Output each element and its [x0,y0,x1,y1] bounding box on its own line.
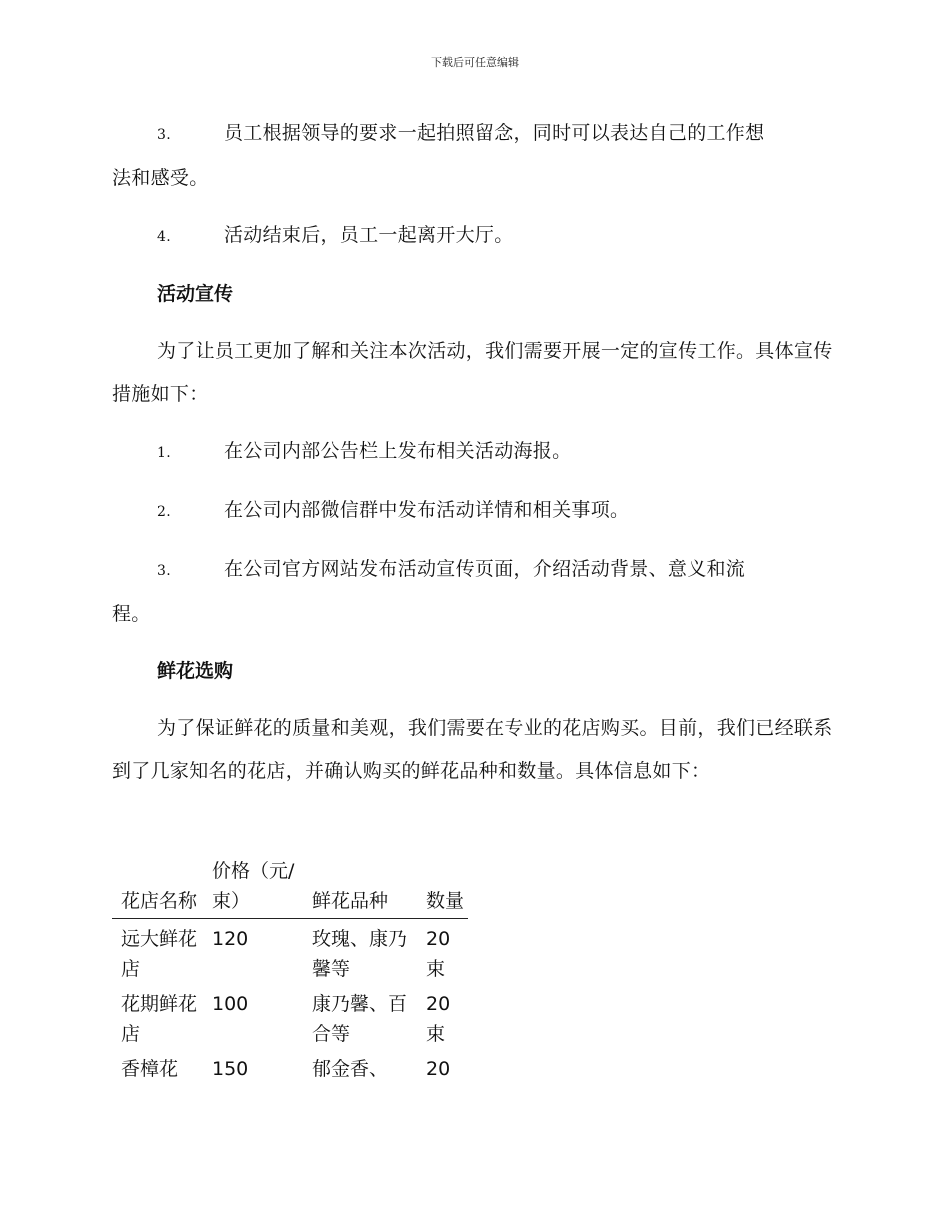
table-cell: 20束 [426,928,451,980]
table-body [112,919,468,1084]
list-item [112,430,838,475]
list-item-number: 3. [157,127,171,143]
list-item-number: 2. [157,504,171,520]
table-header-row [112,856,468,919]
table-row [112,1049,468,1084]
table-cell: 20 [426,1058,451,1080]
table-header-cell: 花店名称 [121,890,198,912]
table-row [112,984,468,1049]
paragraph: 为了保证鲜花的质量和美观，我们需要在专业的花店购买。目前，我们已经联系到了几家知名的花店，并确认购买的鲜花品种和数量。具体信息如下： [112,717,833,782]
table-cell: 康乃馨、百合等 [312,993,408,1045]
table-cell: 150 [212,1058,249,1080]
paragraph: 为了让员工更加了解和关注本次活动，我们需要开展一定的宣传工作。具体宣传措施如下： [112,340,833,405]
list-item-text: 员工根据领导的要求一起拍照留念，同时可以表达自己的工作想 [224,122,765,144]
table-cell: 香樟花 [121,1058,179,1080]
section-heading: 鲜花选购 [157,660,234,682]
table-cell: 郁金香、 [312,1058,389,1080]
table-cell: 100 [212,993,249,1015]
table-header-cell: 价格（元/束） [212,860,295,912]
list-item-text-continued: 法和感受。 [112,167,209,189]
list-item-text: 在公司内部公告栏上发布相关活动海报。 [224,440,572,462]
table-cell: 120 [212,928,249,950]
list-item-number: 4. [157,229,171,245]
table-cell: 花期鲜花店 [121,993,198,1045]
table-header-cell: 数量 [426,890,465,912]
table-header-cell: 鲜花品种 [312,890,389,912]
table-cell: 玫瑰、康乃馨等 [312,928,408,980]
table-cell: 远大鲜花店 [121,928,198,980]
list-item-text: 在公司内部微信群中发布活动详情和相关事项。 [224,499,630,521]
list-item [112,489,838,534]
document-body [112,112,838,807]
page-header: 下载后可任意编辑 [431,56,519,69]
list-item [112,214,838,259]
list-item-text: 在公司官方网站发布活动宣传页面，介绍活动背景、意义和流 [224,558,746,580]
list-item [112,548,838,636]
list-item-text-continued: 程。 [112,603,151,625]
list-item-number: 3. [157,563,171,579]
list-item [112,112,838,200]
list-item-number: 1. [157,445,171,461]
table-row [112,919,468,984]
flower-shop-table [112,856,468,1084]
section-heading: 活动宣传 [157,283,234,305]
table-cell: 20束 [426,993,451,1045]
list-item-text: 活动结束后，员工一起离开大厅。 [224,224,514,246]
